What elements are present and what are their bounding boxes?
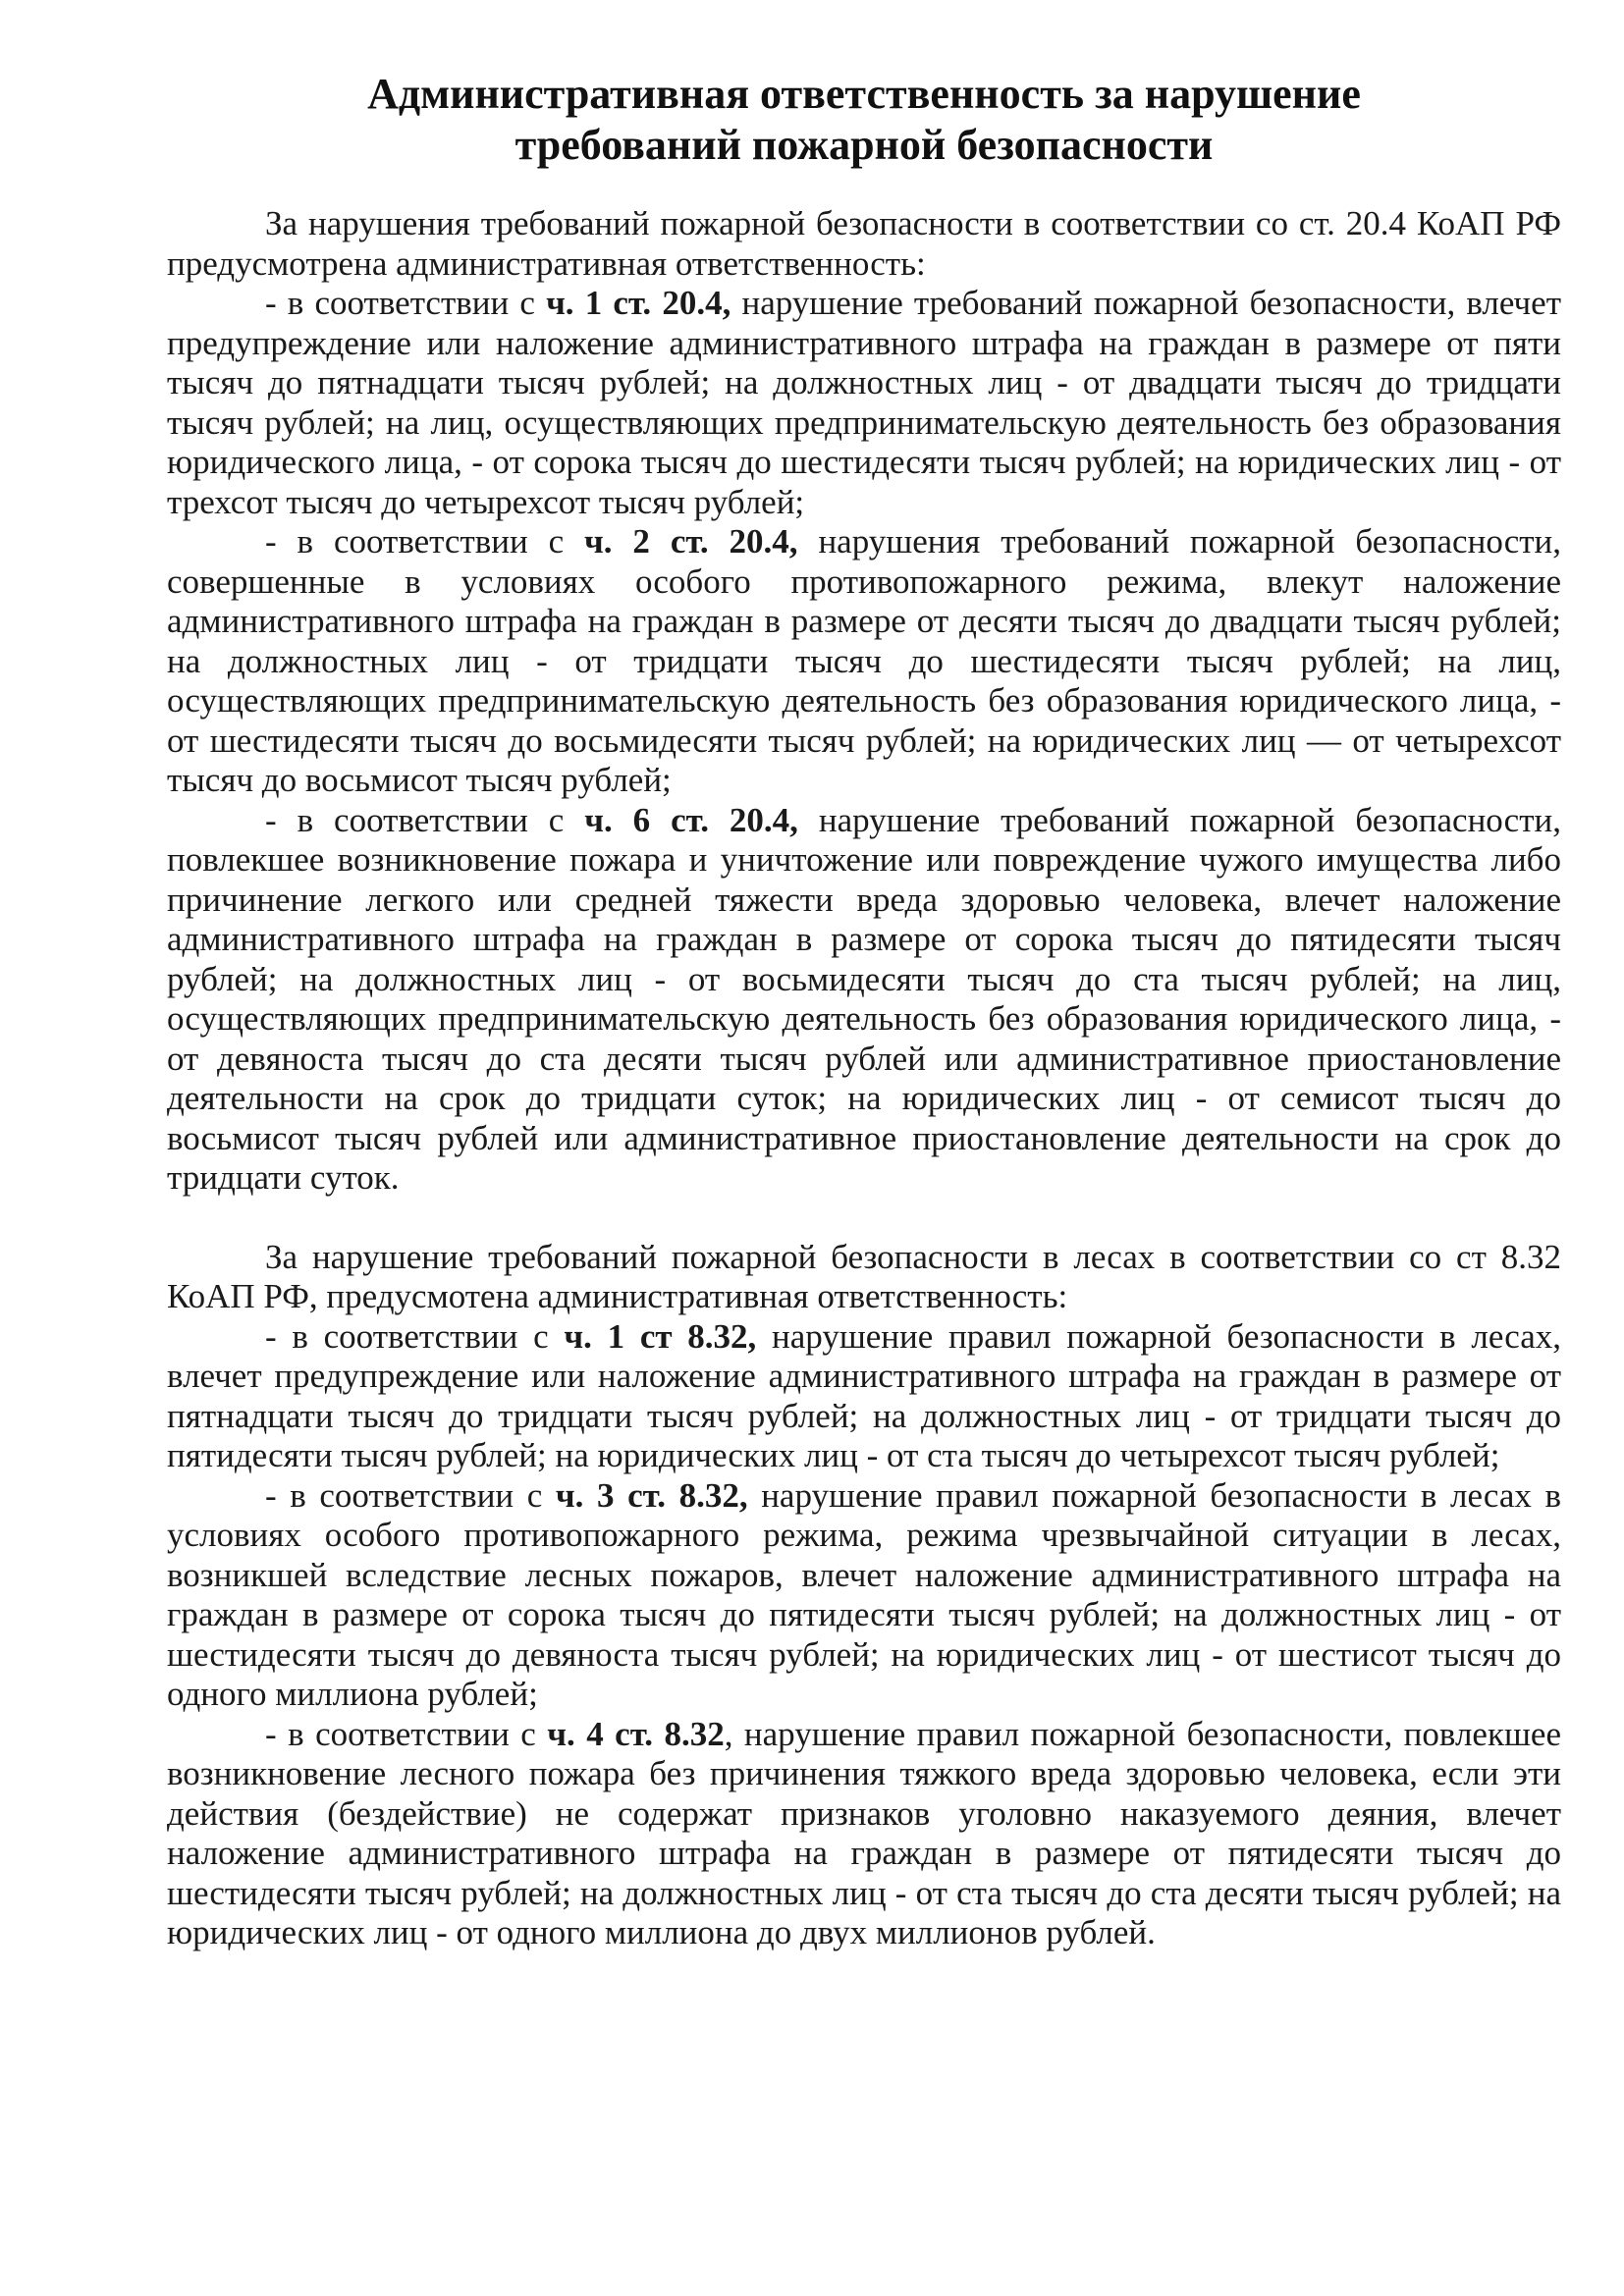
article-reference: ч. 2 ст. 20.4, <box>584 522 798 561</box>
item-prefix: - в соответствии с <box>265 284 547 322</box>
section-koap-8-32 <box>167 1238 1561 1953</box>
section-koap-20-4 <box>167 204 1561 1199</box>
section-intro: За нарушение требований пожарной безопасности в лесах в соответствии со ст 8.32 КоАП РФ, предусмотена административная ответственность: <box>167 1237 1561 1315</box>
item-prefix: - в соответствии с <box>265 1475 556 1515</box>
item-prefix: - в соответствии с <box>265 1714 548 1753</box>
page-title <box>167 69 1561 171</box>
list-item <box>167 801 1561 1199</box>
item-text: нарушение требований пожарной безопасности, влечет предупреждение или наложение административного штрафа на граждан в размере от пяти тысяч до пятнадцати тысяч рублей; на должностных лиц - от двадцати тысяч до тридцати тысяч рублей; на лиц, осуществляющих предпринимательскую деятельность без образования юридического лица, - от сорока тысяч до шестидесяти тысяч рублей; на юридических лиц - от трехсот тысяч до четырехсот тысяч рублей; <box>167 284 1561 521</box>
item-text: нарушение требований пожарной безопасности, повлекшее возникновение пожара и уничтожение или повреждение чужого имущества либо причинение легкого или средней тяжести вреда здоровью человека, влечет наложение административного штрафа на граждан в размере от сорока тысяч до пятидесяти тысяч рублей; на должностных лиц - от восьмидесяти тысяч до ста тысяч рублей; на лиц, осуществляющих предпринимательскую деятельность без образования юридического лица, - от девяноста тысяч до ста десяти тысяч рублей или административное приостановление деятельности на срок до тридцати суток; на юридических лиц - от семисот тысяч до восьмисот тысяч рублей или административное приостановление деятельности на срок до тридцати суток. <box>167 800 1561 1197</box>
document-page <box>167 69 1561 1953</box>
list-item <box>167 1715 1561 1953</box>
item-prefix: - в соответствии с <box>265 800 585 839</box>
list-item <box>167 284 1561 522</box>
title-line-2: требований пожарной безопасности <box>514 121 1214 169</box>
list-item <box>167 1476 1561 1715</box>
item-text: нарушения требований пожарной безопасности, совершенные в условиях особого противопожарного режима, влекут наложение административного штрафа на граждан в размере от десяти тысяч до двадцати тысяч рублей; на должностных лиц - от тридцати тысяч до шестидесяти тысяч рублей; на лиц, осуществляющих предпринимательскую деятельность без образования юридического лица, - от шестидесяти тысяч до восьмидесяти тысяч рублей; на юридических лиц — от четырехсот тысяч до восьмисот тысяч рублей; <box>167 522 1562 799</box>
article-reference: ч. 4 ст. 8.32 <box>547 1714 725 1753</box>
section-intro: За нарушения требований пожарной безопасности в соответствии со ст. 20.4 КоАП РФ предусмотрена административная ответственность: <box>167 204 1561 283</box>
list-item <box>167 522 1561 801</box>
item-prefix: - в соответствии с <box>265 522 585 561</box>
article-reference: ч. 6 ст. 20.4, <box>584 800 798 839</box>
list-item <box>167 1317 1561 1476</box>
item-text: нарушение правил пожарной безопасности в лесах, влечет предупреждение или наложение административного штрафа на граждан в размере от пятнадцати тысяч до тридцати тысяч рублей; на должностных лиц - от тридцати тысяч до пятидесяти тысяч рублей; на юридических лиц - от ста тысяч до четырехсот тысяч рублей; <box>167 1316 1561 1474</box>
article-reference: ч. 3 ст. 8.32, <box>555 1475 748 1515</box>
article-reference: ч. 1 ст 8.32, <box>564 1316 757 1356</box>
item-text: , нарушение правил пожарной безопасности, повлекшее возникновение лесного пожара без причинения тяжкого вреда здоровью человека, если эти действия (бездействие) не содержат признаков уголовно наказуемого деяния, влечет наложение административного штрафа на граждан в размере от пятидесяти тысяч до шестидесяти тысяч рублей; на должностных лиц - от ста тысяч до ста десяти тысяч рублей; на юридических лиц - от одного миллиона до двух миллионов рублей. <box>167 1714 1561 1951</box>
title-line-1: Административная ответственность за нарушение <box>367 70 1361 118</box>
item-prefix: - в соответствии с <box>265 1316 565 1356</box>
article-reference: ч. 1 ст. 20.4, <box>546 284 731 322</box>
item-text: нарушение правил пожарной безопасности в лесах в условиях особого противопожарного режима, режима чрезвычайной ситуации в лесах, возникшей вследствие лесных пожаров, влечет наложение административного штрафа на граждан в размере от сорока тысяч до пятидесяти тысяч рублей; на должностных лиц - от шестидесяти тысяч до девяноста тысяч рублей; на юридических лиц - от шестисот тысяч до одного миллиона рублей; <box>167 1475 1561 1713</box>
